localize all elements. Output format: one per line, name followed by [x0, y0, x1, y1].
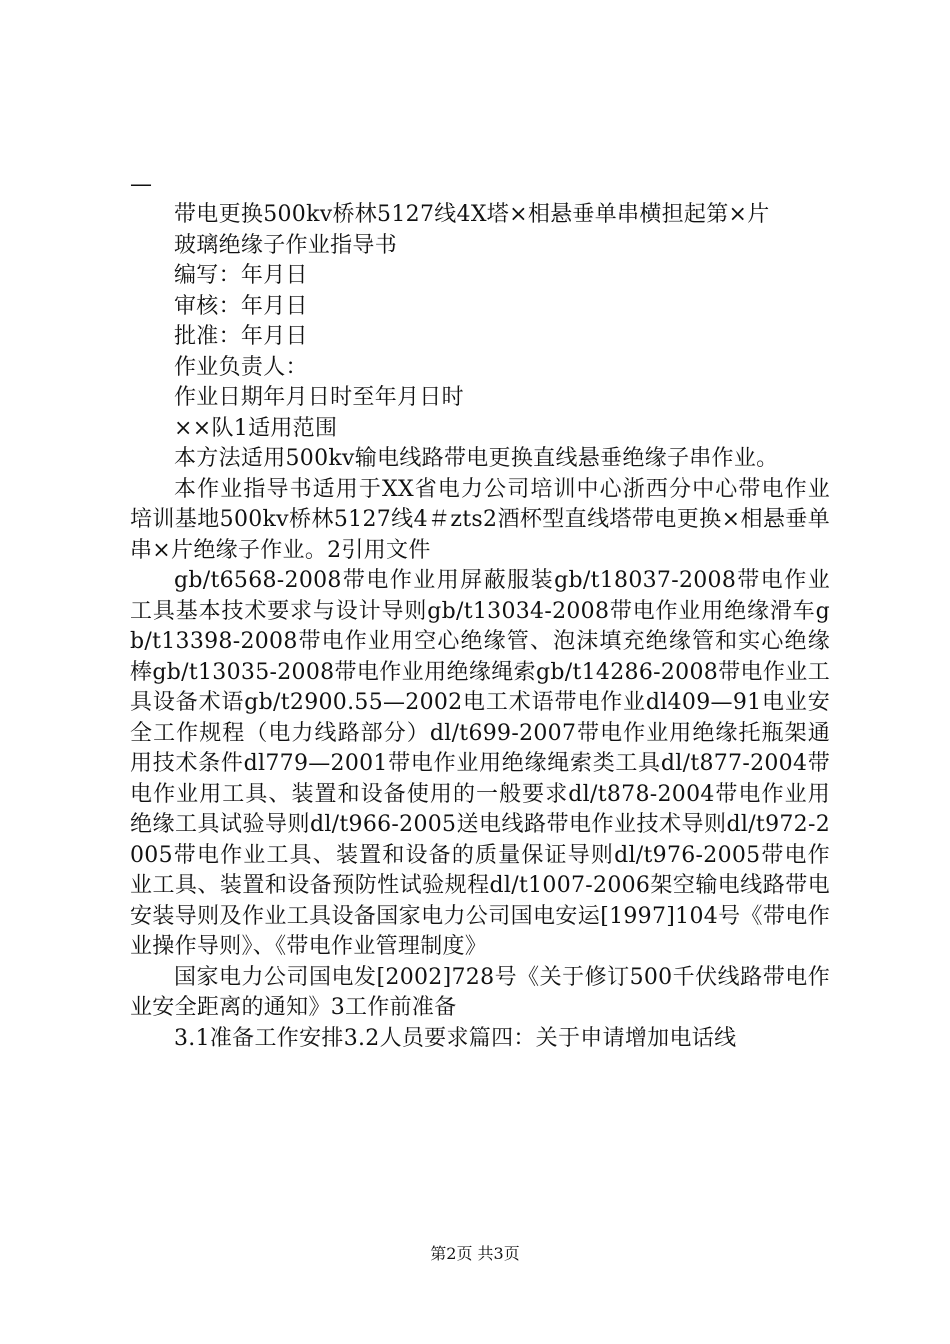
paragraph-approver: 批准：年月日 — [174, 324, 308, 349]
paragraph-author: 编写：年月日 — [174, 263, 308, 288]
paragraph-reviewer: 审核：年月日 — [174, 293, 308, 319]
paragraph-references: gb/t6568-2008带电作业用屏蔽服装gb/t18037-2008带电作业工具基本技术要求与设计导则gb/t13034-2008带电作业用绝缘滑车gb/t13398-2008带电作业用空心绝缘管、泡沫填充绝缘管和实心绝缘棒gb/t13035-2008带电作业用绝缘绳索gb/t14286-2008带电作业工具设备术语gb/t2900.55—2002电工术语带电作业dl409—91电业安全工作规程（电力线路部分）dl/t699-2007带电作业用绝缘托瓶架通用技术条件dl779—2001带电作业用绝缘绳索类工具dl/t877-2004带电作业用工具、装置和设备使用的一般要求dl/t878-2004带电作业用绝缘工具试验导则dl/t966-2005送电线路带电作业技术导则dl/t972-2005带电作业工具、装置和设备的质量保证导则dl/t976-2005带电作业工具、装置和设备预防性试验规程dl/t1007-2006架空输电线路带电安装导则及作业工具设备国家电力公司国电安运[1997]104号《带电作业操作导则》、《带电作业管理制度》 — [130, 568, 830, 959]
leading-dash: — — [130, 172, 153, 197]
paragraph-leader: 作业负责人： — [174, 354, 308, 380]
paragraph-date: 作业日期年月日时至年月日时 — [174, 385, 464, 410]
paragraph-title-line: 带电更换500kv桥林5127线4X塔×相悬垂单串横担起第×片 — [174, 202, 770, 227]
paragraph-doc-name: 玻璃绝缘子作业指导书 — [174, 232, 398, 258]
paragraph-applicability: 本作业指导书适用于XX省电力公司培训中心浙西分中心带电作业培训基地500kv桥林5127线4＃zts2酒杯型直线塔带电更换×相悬垂单串×片绝缘子作业。2引用文件 — [130, 476, 830, 563]
paragraph-team-scope: ××队1适用范围 — [174, 415, 338, 441]
paragraph-method-scope: 本方法适用500kv输电线路带电更换直线悬垂绝缘子串作业。 — [174, 446, 779, 471]
paragraph-notice: 国家电力公司国电发[2002]728号《关于修订500千伏线路带电作业安全距离的通知》3工作前准备 — [130, 964, 830, 1020]
document-body — [130, 170, 830, 1054]
paragraph-preparation: 3.1准备工作安排3.2人员要求篇四：关于申请增加电话线 — [174, 1025, 737, 1051]
page-number-footer: 第2页 共3页 — [430, 1244, 520, 1263]
